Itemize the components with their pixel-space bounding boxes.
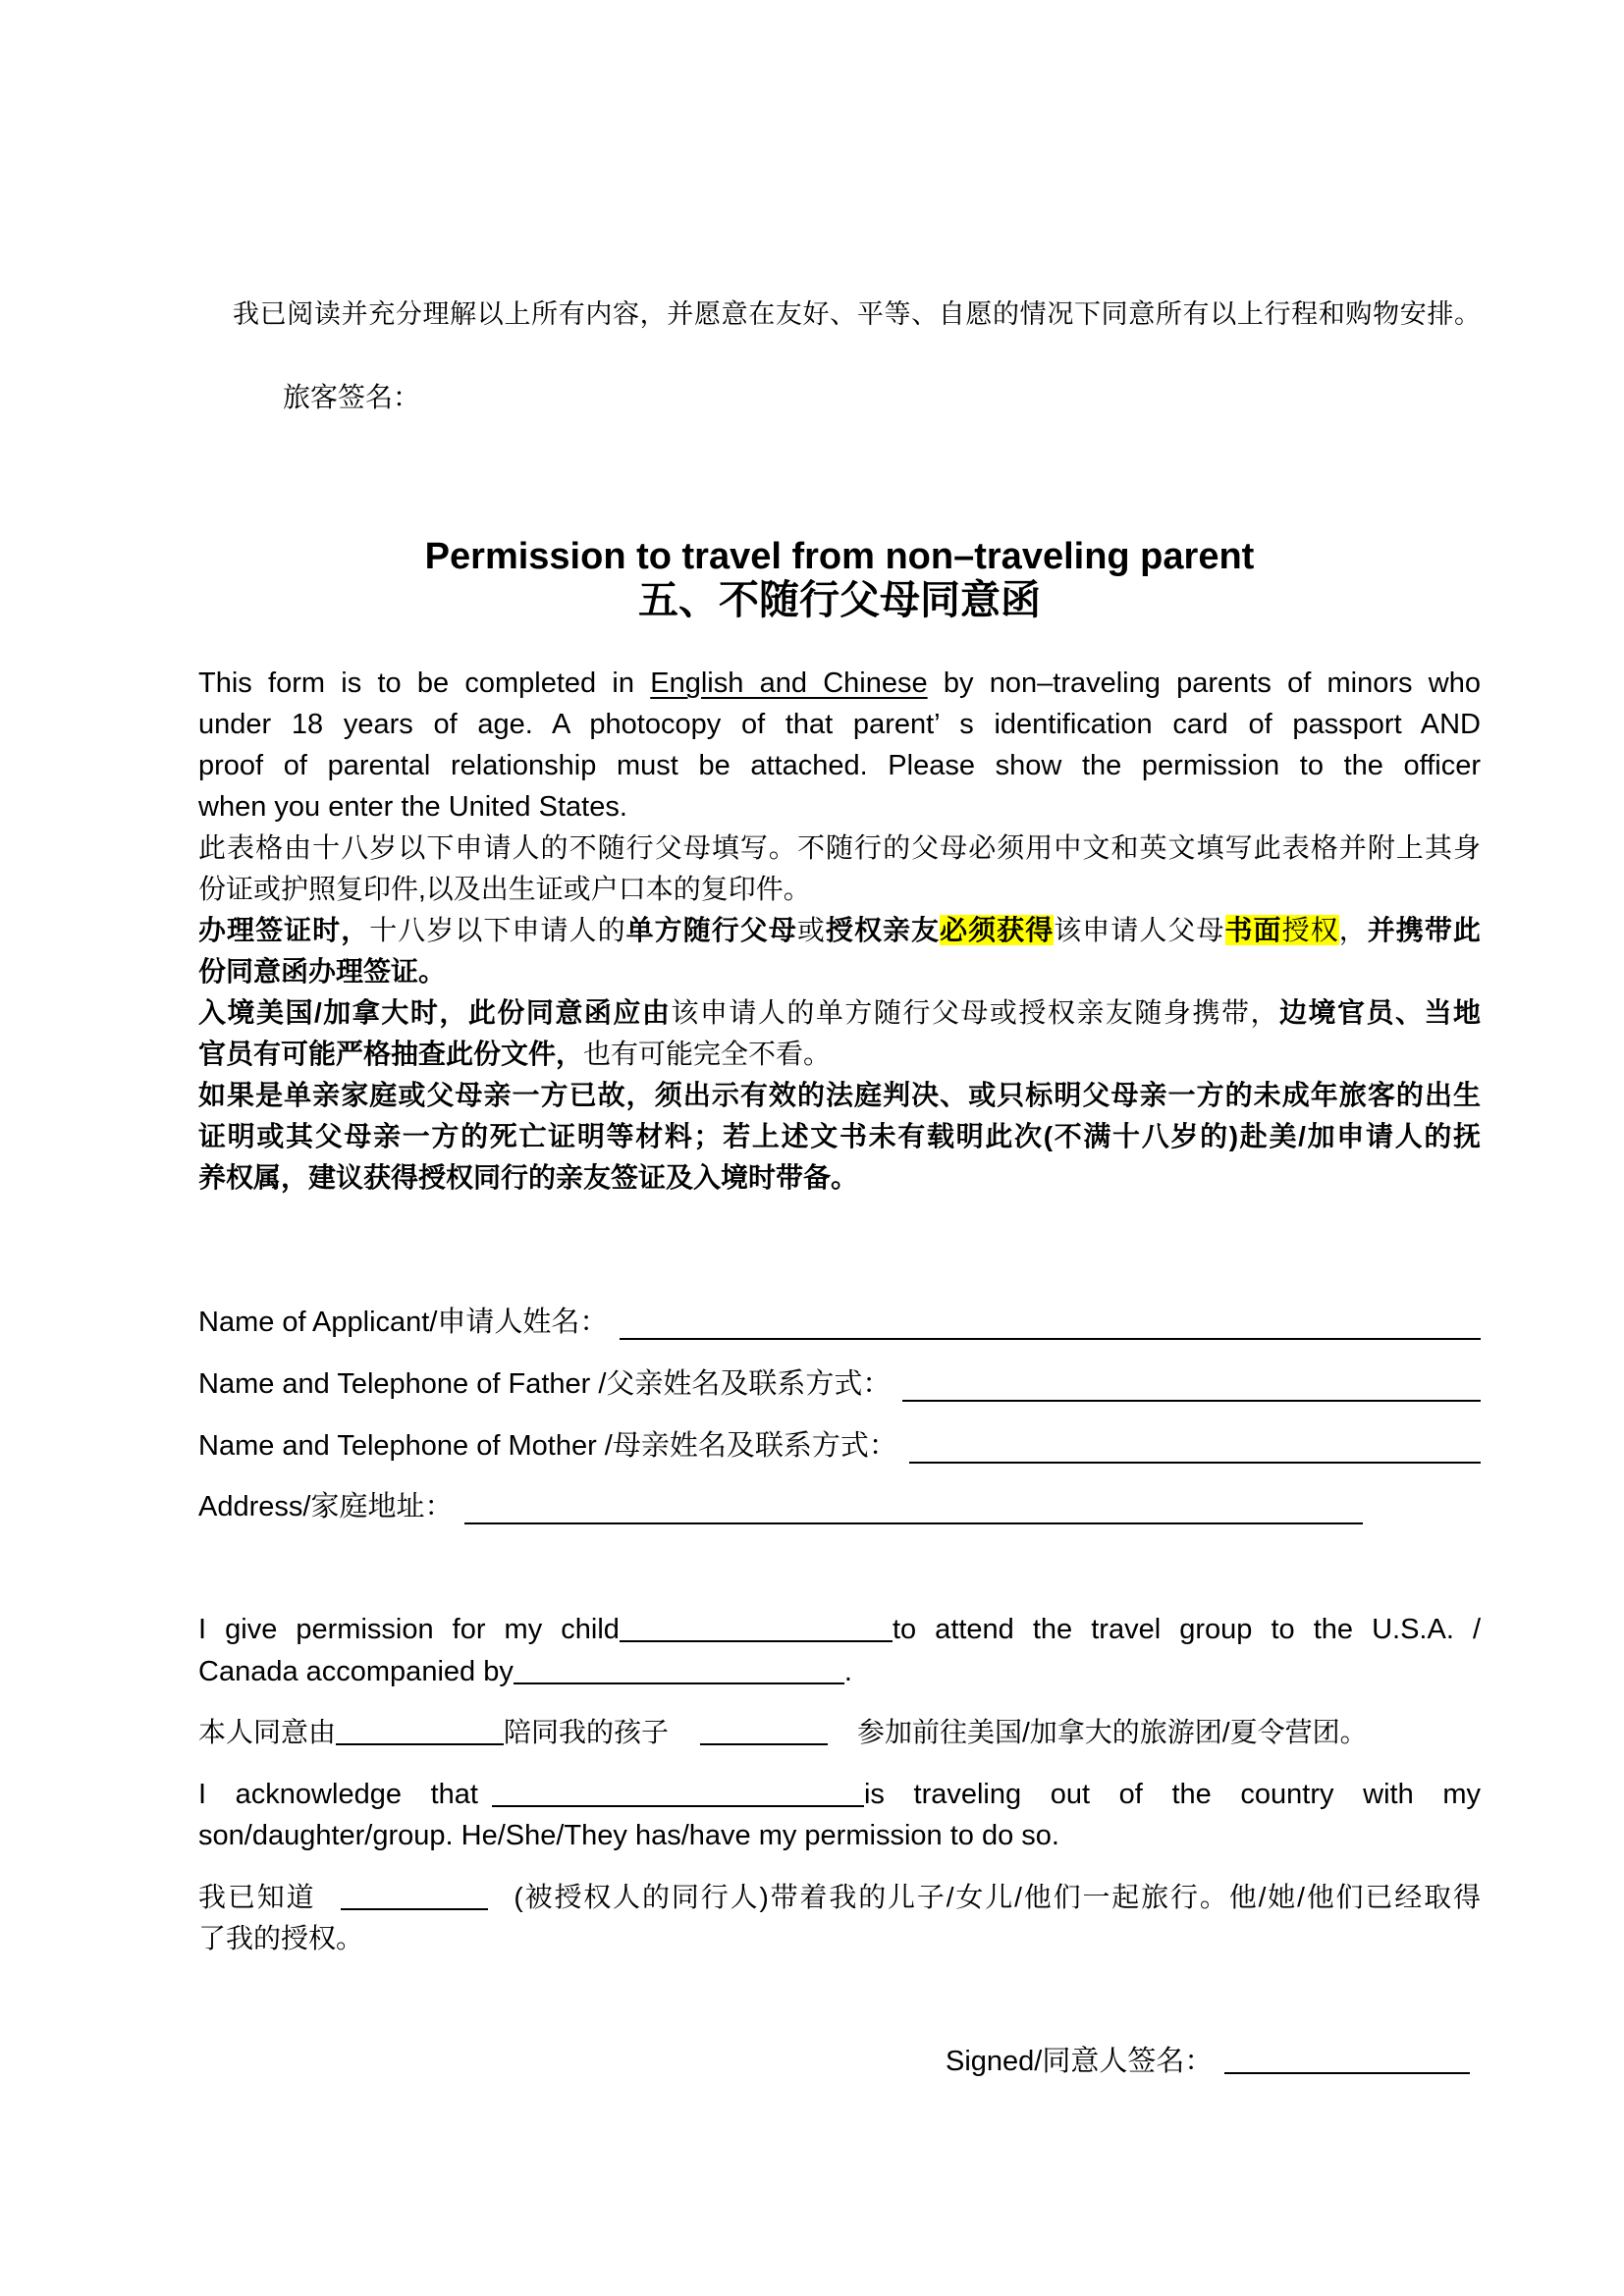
permission-en-line	[198, 1609, 1481, 1650]
child-name-blank	[700, 1742, 828, 1745]
father-contact-blank	[902, 1363, 1481, 1402]
plain-text: 该申请人父母	[1054, 915, 1225, 945]
highlighted-text: 书面	[1224, 915, 1282, 945]
address-field	[198, 1486, 1363, 1527]
consent-signature-label: Signed/同意人签名：	[946, 2046, 1214, 2077]
bold-text: 边境官员、当地	[1278, 997, 1481, 1028]
notice-zh-requirement-line: 此表格由十八岁以下申请人的不随行父母填写。不随行的父母必须用中文和英文填写此表格并附上其身	[198, 832, 1481, 863]
permission-en-text: Canada accompanied by	[198, 1656, 514, 1687]
notice-en-line: under 18 years of age. A photocopy of that parent’ s identification card of passport AND	[198, 709, 1481, 740]
permission-en-text: to attend the travel group to the U.S.A. /	[892, 1614, 1482, 1645]
companion-name-blank	[341, 1907, 488, 1910]
permission-en-text: .	[843, 1656, 852, 1687]
applicant-name-label: Name of Applicant/申请人姓名：	[198, 1307, 609, 1338]
title-block	[198, 535, 1481, 621]
mother-contact-field	[198, 1425, 1481, 1467]
bold-text: 官员有可能严格抽查此份文件，	[198, 1039, 584, 1069]
notice-section	[198, 663, 1481, 1199]
acknowledge-zh-line	[198, 1877, 1481, 1918]
permission-en-text: I give permission for my child	[198, 1614, 620, 1645]
notice-zh-visa-line	[198, 910, 1481, 951]
notice-zh-single-parent-line: 证明或其父母亲一方的死亡证明等材料；若上述文书未有载明此次(不满十八岁的)赴美/加申请人的抚	[198, 1121, 1481, 1151]
agreement-statement: 我已阅读并充分理解以上所有内容，并愿意在友好、平等、自愿的情况下同意所有以上行程和购物安排。	[233, 299, 1481, 329]
applicant-name-field	[198, 1302, 1481, 1343]
plain-text: ，	[1338, 915, 1368, 945]
permission-zh-line	[198, 1712, 1481, 1753]
acknowledge-zh-line: 了我的授权。	[198, 1923, 364, 1953]
father-contact-field	[198, 1363, 1481, 1405]
bold-text: 入境美国/加拿大时，此份同意函应由	[198, 997, 672, 1028]
permission-zh-text: 陪同我的孩子	[504, 1717, 670, 1747]
notice-en-text: This form is to be completed in	[198, 667, 651, 699]
acknowledge-en-line	[198, 1774, 1481, 1815]
mother-contact-blank	[909, 1425, 1481, 1464]
permission-zh-text: 本人同意由	[198, 1717, 337, 1747]
title-chinese: 五、不随行父母同意函	[638, 577, 1041, 622]
plain-text: 也有可能完全不看。	[583, 1039, 832, 1069]
traveler-signature-label: 旅客签名：	[283, 382, 421, 412]
permission-zh-text: 参加前往美国/加拿大的旅游团/夏令营团。	[857, 1717, 1368, 1747]
bold-text: 单方随行父母	[625, 915, 797, 945]
highlighted-text: 必须获得	[940, 915, 1055, 945]
companion-name-blank	[336, 1742, 504, 1745]
address-blank	[464, 1486, 1363, 1524]
notice-zh-single-parent-line: 养权属，建议获得授权同行的亲友签证及入境时带备。	[198, 1162, 859, 1193]
notice-zh-single-parent-line: 如果是单亲家庭或父母亲一方已故，须出示有效的法庭判决、或只标明父母亲一方的未成年旅客的出生	[198, 1080, 1481, 1110]
applicant-name-blank	[620, 1302, 1481, 1340]
notice-en-line: when you enter the United States.	[198, 791, 627, 823]
acknowledge-en-text: is traveling out of the country with my	[863, 1779, 1481, 1810]
bold-text: 办理签证时，	[198, 915, 370, 945]
companion-name-blank	[492, 1804, 864, 1807]
notice-en-line	[198, 663, 1481, 704]
plain-text: 该申请人的单方随行父母或授权亲友随身携带，	[671, 997, 1279, 1028]
notice-en-text: by non–traveling parents of minors who	[927, 667, 1481, 699]
plain-text: 或	[796, 915, 826, 945]
companion-name-blank	[514, 1682, 844, 1684]
highlighted-text: 授权	[1281, 915, 1339, 945]
address-label: Address/家庭地址：	[198, 1491, 454, 1522]
title-english: Permission to travel from non–traveling parent	[424, 536, 1255, 577]
notice-zh-entry-line	[198, 992, 1481, 1034]
permission-en-line	[198, 1651, 1481, 1692]
acknowledge-en-text: I acknowledge that	[198, 1779, 478, 1810]
acknowledge-en-line: son/daughter/group. He/She/They has/have my permission to do so.	[198, 1820, 1059, 1851]
notice-zh-entry-line	[198, 1034, 1481, 1075]
consent-signature-blank	[1224, 2071, 1470, 2074]
bold-text: 并携带此	[1367, 915, 1481, 945]
acknowledge-zh-text: 我已知道	[198, 1882, 316, 1912]
consent-signature-field	[946, 2041, 1470, 2082]
notice-en-line: proof of parental relationship must be attached. Please show the permission to the officer	[198, 750, 1481, 781]
acknowledge-zh-text: (被授权人的同行人)带着我的儿子/女儿/他们一起旅行。他/她/他们已经取得	[514, 1882, 1481, 1912]
notice-zh-requirement-line: 份证或护照复印件,以及出生证或户口本的复印件。	[198, 874, 811, 904]
mother-contact-label: Name and Telephone of Mother /母亲姓名及联系方式：	[198, 1430, 897, 1462]
notice-en-underlined-text: English and Chinese	[650, 667, 928, 699]
bold-text: 授权亲友	[825, 915, 941, 945]
notice-zh-visa-line: 份同意函办理签证。	[198, 956, 447, 987]
child-name-blank	[620, 1639, 893, 1642]
father-contact-label: Name and Telephone of Father /父亲姓名及联系方式：	[198, 1368, 892, 1400]
plain-text: 十八岁以下申请人的	[369, 915, 626, 945]
